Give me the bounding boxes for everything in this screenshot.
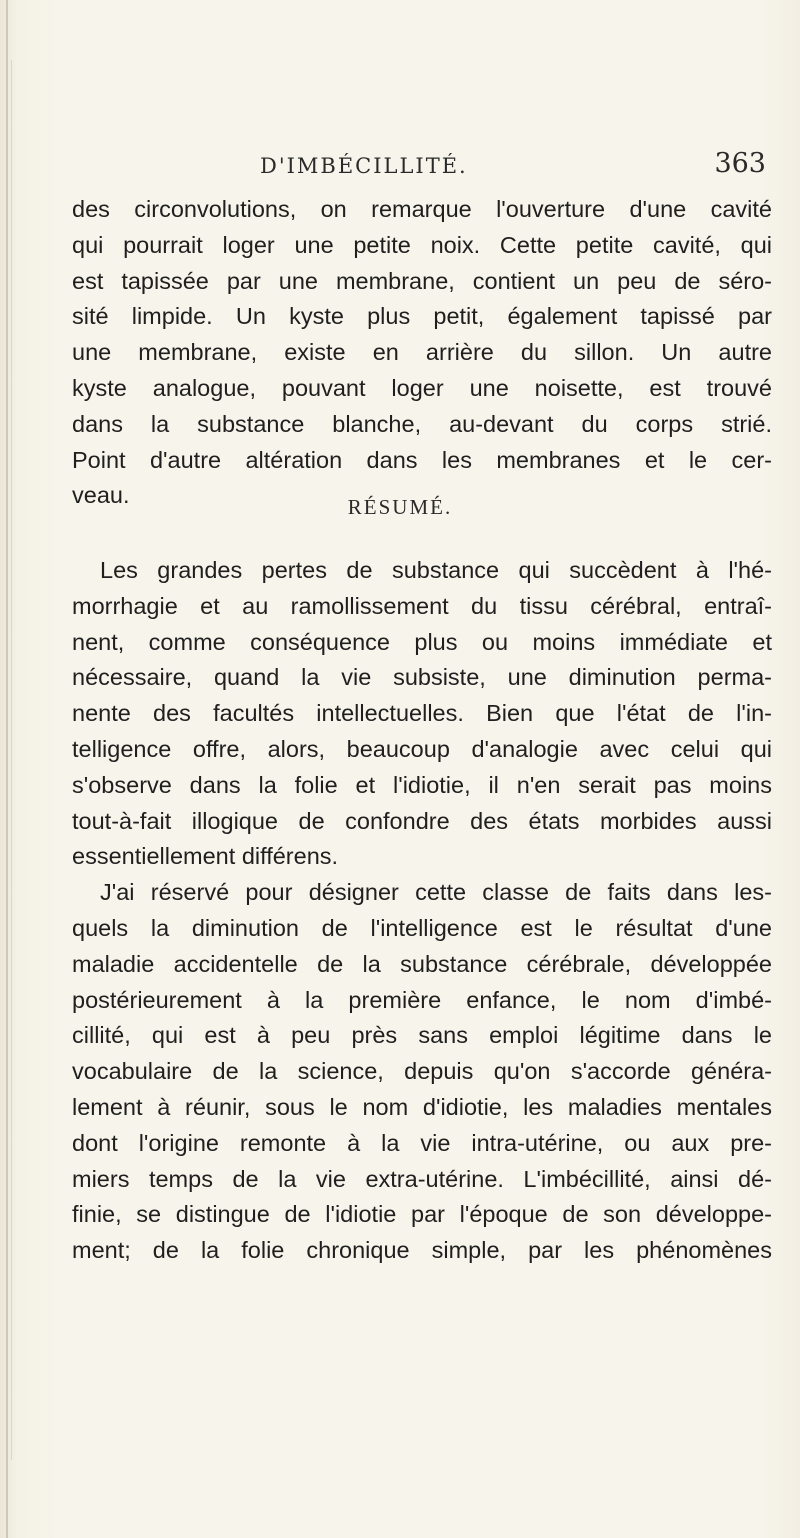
text-line: kyste analogue, pouvant loger une noisette, est trouvé — [72, 374, 772, 401]
text-line: qui pourrait loger une petite noix. Cette petite cavité, qui — [72, 231, 772, 258]
text-line: maladie accidentelle de la substance cérébrale, développée — [72, 950, 772, 977]
text-line: miers temps de la vie extra-utérine. L'imbécillité, ainsi dé- — [72, 1165, 772, 1192]
page-number: 363 — [714, 148, 766, 179]
text-line: quels la diminution de l'intelligence est le résultat d'une — [72, 914, 772, 941]
text-line: nécessaire, quand la vie subsiste, une diminution perma- — [72, 664, 772, 691]
text-line: J'ai réservé pour désigner cette classe de faits dans les- — [100, 879, 772, 906]
text-line: dans la substance blanche, au-devant du corps strié. — [72, 410, 772, 437]
text-line: dont l'origine remonte à la vie intra-utérine, ou aux pre- — [72, 1129, 772, 1156]
text-line: vocabulaire de la science, depuis qu'on s'accorde généra- — [72, 1058, 772, 1085]
text-line: telligence offre, alors, beaucoup d'analogie avec celui qui — [72, 735, 772, 762]
paragraph-summary — [72, 553, 772, 1269]
text-line: postérieurement à la première enfance, le nom d'imbé- — [72, 986, 772, 1013]
text-line: des circonvolutions, on remarque l'ouverture d'une cavité — [72, 196, 772, 222]
text-line: Les grandes pertes de substance qui succèdent à l'hé- — [100, 557, 772, 583]
running-head — [232, 148, 772, 188]
text-line: cillité, qui est à peu près sans emploi légitime dans le — [72, 1022, 772, 1049]
text-line: lement à réunir, sous le nom d'idiotie, les maladies mentales — [72, 1093, 772, 1120]
text-line: Point d'autre altération dans les membranes et le cer- — [72, 446, 772, 473]
paragraph-case-description — [72, 192, 772, 514]
text-line: veau. — [72, 482, 130, 509]
text-line: ment; de la folie chronique simple, par les phénomènes — [72, 1237, 772, 1264]
text-line: s'observe dans la folie et l'idiotie, il n'en serait pas moins — [72, 771, 772, 798]
text-line: tout-à-fait illogique de confondre des états morbides aussi — [72, 807, 772, 834]
page-gutter-edge — [6, 0, 8, 1538]
running-title: D'IMBÉCILLITÉ. — [260, 154, 468, 178]
text-line: est tapissée par une membrane, contient un peu de séro- — [72, 267, 772, 294]
text-line: nente des facultés intellectuelles. Bien que l'état de l'in- — [72, 700, 772, 727]
text-line: une membrane, existe en arrière du sillon. Un autre — [72, 339, 772, 366]
page-gutter-shadow — [11, 60, 12, 1460]
text-line: finie, se distingue de l'idiotie par l'époque de son développe- — [72, 1201, 772, 1228]
text-line: sité limpide. Un kyste plus petit, également tapissé par — [72, 303, 772, 330]
text-line: essentiellement différens. — [72, 843, 339, 870]
section-heading: RÉSUMÉ. — [347, 495, 453, 519]
text-line: nent, comme conséquence plus ou moins immédiate et — [72, 628, 772, 655]
text-line: morrhagie et au ramollissement du tissu cérébral, entraî- — [72, 592, 772, 619]
